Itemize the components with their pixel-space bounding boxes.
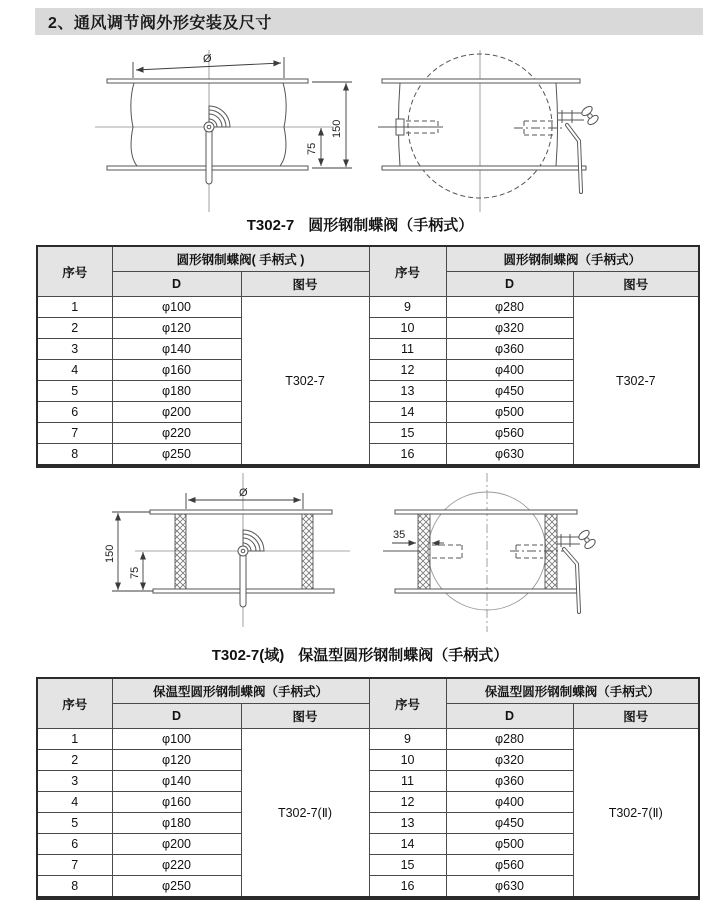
insulation-column bbox=[175, 514, 186, 589]
diagram2-caption bbox=[0, 644, 720, 665]
diameter-cell: φ200 bbox=[112, 402, 241, 423]
figure-number-cell: T302-7(Ⅱ) bbox=[573, 729, 699, 899]
serial-number-cell: 13 bbox=[369, 813, 446, 834]
diameter-cell: φ120 bbox=[112, 318, 241, 339]
handle-quadrant-icon bbox=[204, 106, 230, 184]
figure-number-cell: T302-7 bbox=[241, 297, 369, 467]
serial-number-cell: 4 bbox=[37, 360, 112, 381]
diameter-cell: φ220 bbox=[112, 855, 241, 876]
diameter-cell: φ220 bbox=[112, 423, 241, 444]
col-header-serial: 序号 bbox=[369, 678, 446, 729]
model-number: T302-7(域) bbox=[211, 647, 285, 664]
diameter-cell: φ630 bbox=[446, 444, 573, 467]
diameter-cell: φ140 bbox=[112, 339, 241, 360]
diameter-cell: φ560 bbox=[446, 423, 573, 444]
handle-quadrant-icon bbox=[238, 530, 264, 607]
col-header-figure: 图号 bbox=[241, 704, 369, 729]
diameter-cell: φ180 bbox=[112, 813, 241, 834]
insulated-valve-side-view bbox=[383, 473, 597, 632]
plain-valve-front-view bbox=[95, 50, 352, 212]
header-row-1 bbox=[37, 678, 699, 704]
diameter-cell: φ400 bbox=[446, 360, 573, 381]
serial-number-cell: 8 bbox=[37, 876, 112, 899]
diameter-cell: φ160 bbox=[112, 360, 241, 381]
section-title-bar bbox=[35, 8, 703, 35]
header-row-1 bbox=[37, 246, 699, 272]
diameter-cell: φ250 bbox=[112, 444, 241, 467]
diameter-cell: φ100 bbox=[112, 729, 241, 750]
diameter-cell: φ360 bbox=[446, 339, 573, 360]
dim-150-label: 150 bbox=[331, 119, 343, 138]
serial-number-cell: 12 bbox=[369, 792, 446, 813]
serial-number-cell: 9 bbox=[369, 729, 446, 750]
dimension-diameter bbox=[186, 487, 303, 509]
serial-number-cell: 7 bbox=[37, 423, 112, 444]
serial-number-cell: 6 bbox=[37, 402, 112, 423]
diameter-label: Ø bbox=[239, 487, 248, 499]
serial-number-cell: 2 bbox=[37, 750, 112, 771]
insulation-column bbox=[302, 514, 313, 589]
valve-name: 保温型圆形钢制蝶阀（手柄式） bbox=[298, 647, 509, 664]
valve-diagram-plain bbox=[0, 45, 720, 215]
diameter-cell: φ280 bbox=[446, 297, 573, 318]
dimension-75 bbox=[129, 552, 143, 590]
diameter-cell: φ360 bbox=[446, 771, 573, 792]
header-row-2 bbox=[37, 704, 699, 729]
spec-table-plain bbox=[36, 245, 700, 468]
axle-left bbox=[378, 119, 443, 135]
table-row bbox=[37, 297, 699, 318]
col-header-diameter: D bbox=[446, 704, 573, 729]
serial-number-cell: 2 bbox=[37, 318, 112, 339]
diameter-cell: φ180 bbox=[112, 381, 241, 402]
col-header-serial: 序号 bbox=[37, 246, 112, 297]
col-header-diameter: D bbox=[112, 272, 241, 297]
group-header-right: 保温型圆形钢制蝶阀（手柄式） bbox=[446, 678, 699, 704]
group-header-left: 保温型圆形钢制蝶阀（手柄式） bbox=[112, 678, 369, 704]
col-header-serial: 序号 bbox=[37, 678, 112, 729]
serial-number-cell: 8 bbox=[37, 444, 112, 467]
serial-number-cell: 14 bbox=[369, 402, 446, 423]
figure-number-cell: T302-7(Ⅱ) bbox=[241, 729, 369, 899]
diameter-cell: φ450 bbox=[446, 813, 573, 834]
wing-nut-icon bbox=[577, 529, 597, 551]
diameter-cell: φ250 bbox=[112, 876, 241, 899]
diameter-cell: φ160 bbox=[112, 792, 241, 813]
serial-number-cell: 15 bbox=[369, 855, 446, 876]
valve-diagram-insulated bbox=[0, 465, 720, 645]
col-header-diameter: D bbox=[446, 272, 573, 297]
dim-75-label: 75 bbox=[306, 142, 318, 155]
serial-number-cell: 6 bbox=[37, 834, 112, 855]
dimension-diameter bbox=[133, 53, 284, 78]
diameter-cell: φ400 bbox=[446, 792, 573, 813]
valve-name: 圆形钢制蝶阀（手柄式） bbox=[308, 217, 474, 234]
dim-35-label: 35 bbox=[393, 529, 406, 541]
model-number: T302-7 bbox=[246, 217, 295, 234]
serial-number-cell: 3 bbox=[37, 771, 112, 792]
serial-number-cell: 16 bbox=[369, 444, 446, 467]
group-header-left: 圆形钢制蝶阀( 手柄式 ) bbox=[112, 246, 369, 272]
diameter-cell: φ560 bbox=[446, 855, 573, 876]
serial-number-cell: 16 bbox=[369, 876, 446, 899]
diameter-cell: φ450 bbox=[446, 381, 573, 402]
serial-number-cell: 1 bbox=[37, 729, 112, 750]
page-title: 2、通风调节阀外形安装及尺寸 bbox=[48, 15, 272, 32]
diameter-label: Ø bbox=[203, 53, 212, 65]
serial-number-cell: 7 bbox=[37, 855, 112, 876]
diameter-cell: φ280 bbox=[446, 729, 573, 750]
serial-number-cell: 5 bbox=[37, 381, 112, 402]
serial-number-cell: 15 bbox=[369, 423, 446, 444]
insulated-valve-front-view bbox=[104, 473, 350, 627]
dim-75-label: 75 bbox=[129, 566, 141, 579]
diagram1-caption bbox=[0, 214, 720, 235]
diameter-cell: φ500 bbox=[446, 834, 573, 855]
serial-number-cell: 12 bbox=[369, 360, 446, 381]
col-header-figure: 图号 bbox=[573, 704, 699, 729]
serial-number-cell: 1 bbox=[37, 297, 112, 318]
serial-number-cell: 11 bbox=[369, 771, 446, 792]
serial-number-cell: 10 bbox=[369, 750, 446, 771]
serial-number-cell: 13 bbox=[369, 381, 446, 402]
serial-number-cell: 9 bbox=[369, 297, 446, 318]
dimension-75 bbox=[306, 128, 321, 166]
diameter-cell: φ120 bbox=[112, 750, 241, 771]
dimension-150 bbox=[312, 82, 352, 168]
serial-number-cell: 10 bbox=[369, 318, 446, 339]
table-row bbox=[37, 729, 699, 750]
col-header-serial: 序号 bbox=[369, 246, 446, 297]
diameter-cell: φ200 bbox=[112, 834, 241, 855]
serial-number-cell: 14 bbox=[369, 834, 446, 855]
serial-number-cell: 11 bbox=[369, 339, 446, 360]
col-header-figure: 图号 bbox=[573, 272, 699, 297]
serial-number-cell: 5 bbox=[37, 813, 112, 834]
header-row-2 bbox=[37, 272, 699, 297]
diameter-cell: φ320 bbox=[446, 318, 573, 339]
diameter-cell: φ140 bbox=[112, 771, 241, 792]
diameter-cell: φ500 bbox=[446, 402, 573, 423]
diameter-cell: φ320 bbox=[446, 750, 573, 771]
diameter-cell: φ630 bbox=[446, 876, 573, 899]
figure-number-cell: T302-7 bbox=[573, 297, 699, 467]
spec-table-insulated bbox=[36, 677, 700, 900]
serial-number-cell: 3 bbox=[37, 339, 112, 360]
diameter-cell: φ100 bbox=[112, 297, 241, 318]
serial-number-cell: 4 bbox=[37, 792, 112, 813]
col-header-diameter: D bbox=[112, 704, 241, 729]
group-header-right: 圆形钢制蝶阀（手柄式） bbox=[446, 246, 699, 272]
wing-nut-icon bbox=[580, 105, 600, 127]
plain-valve-side-view bbox=[378, 50, 600, 212]
dim-150-label: 150 bbox=[104, 544, 116, 563]
col-header-figure: 图号 bbox=[241, 272, 369, 297]
